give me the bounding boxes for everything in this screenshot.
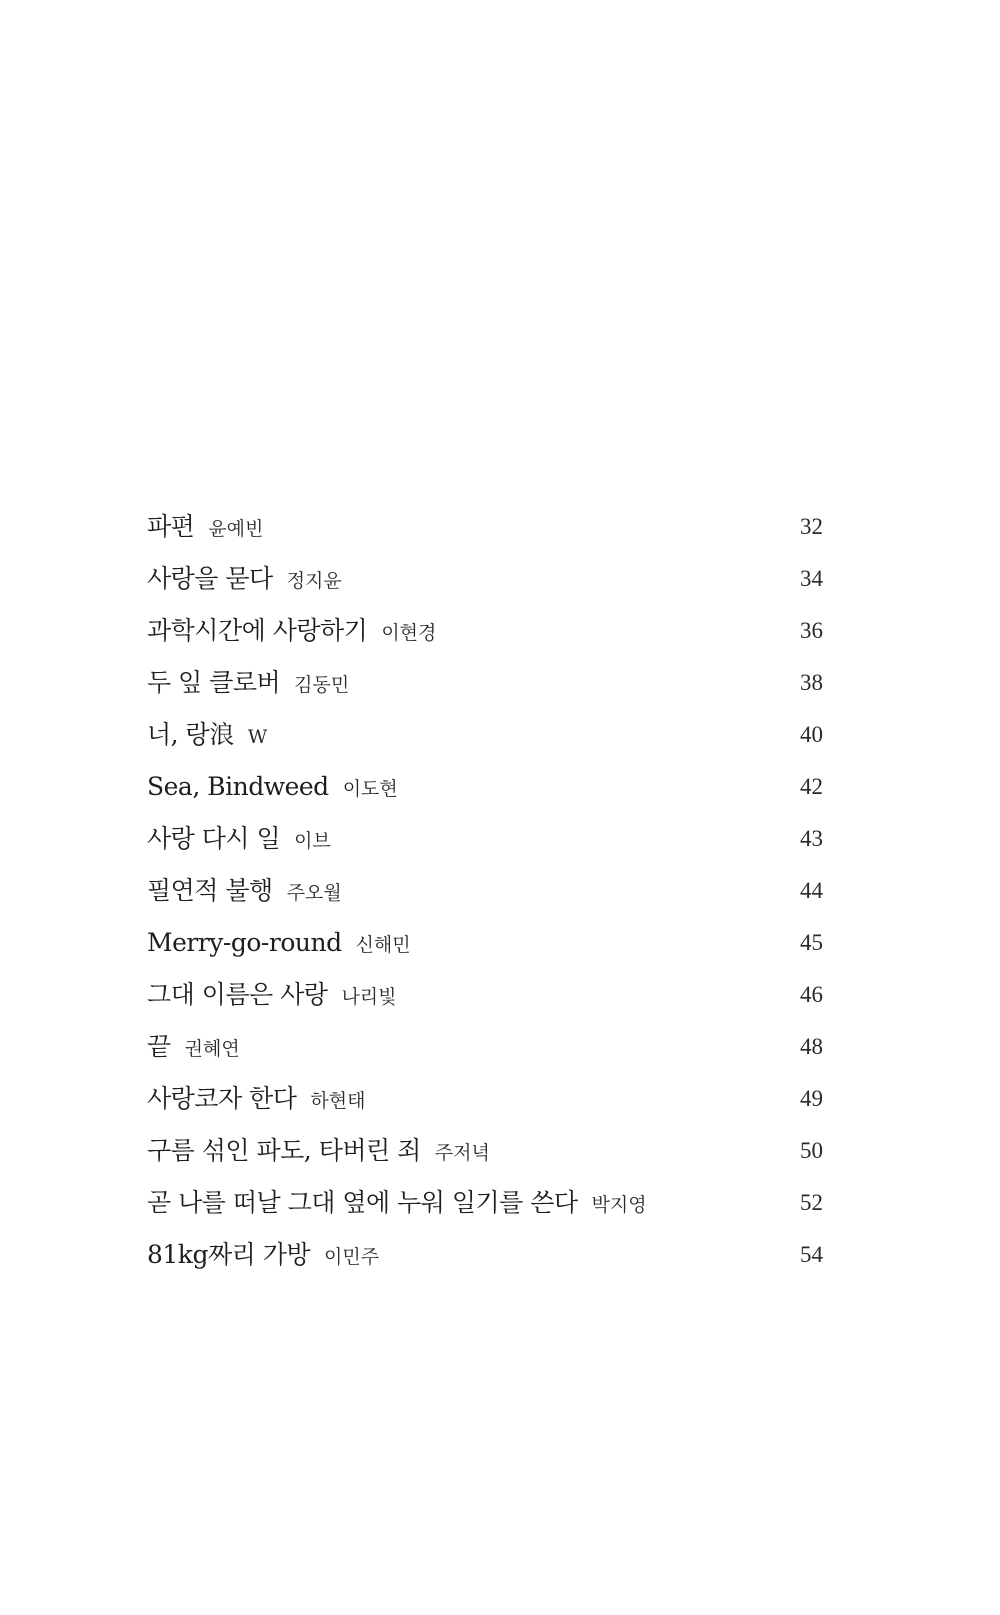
toc-entry-left [147,1030,240,1066]
toc-entry-left [147,614,436,650]
toc-entry-author: 이민주 [324,1246,380,1268]
toc-entry-page: 43 [800,826,823,851]
toc-entry-author: 주저녁 [434,1142,490,1164]
toc-entry-page: 34 [800,566,823,591]
toc-entry-title: 구름 섞인 파도, 타버린 죄 [147,1136,421,1165]
toc-entry-page: 40 [800,722,823,747]
toc-entry-author: 정지윤 [286,570,342,592]
toc-entry-author: W [247,726,268,748]
toc-entry-left [147,1238,379,1274]
toc-entry-page: 36 [800,618,823,643]
toc-entry-author: 권혜연 [184,1038,240,1060]
toc-entry[interactable] [147,978,823,1030]
toc-entry-page: 50 [800,1138,823,1163]
toc-entry-page: 49 [800,1086,823,1111]
toc-entry-left [147,1082,365,1118]
toc-entry-left [147,822,331,858]
table-of-contents [147,510,823,1290]
toc-entry[interactable] [147,1134,823,1186]
toc-entry-left [147,562,342,598]
toc-entry[interactable] [147,666,823,718]
toc-entry-left [147,1186,647,1222]
toc-entry-title: 너, 랑浪 [147,720,234,749]
toc-entry-left [147,926,411,962]
toc-entry-page: 52 [800,1190,823,1215]
toc-entry-page: 45 [800,930,823,955]
toc-entry[interactable] [147,874,823,926]
toc-entry[interactable] [147,926,823,978]
toc-entry-title: 끝 [147,1032,171,1061]
toc-entry-left [147,510,263,546]
toc-entry[interactable] [147,770,823,822]
toc-entry-author: 김동민 [294,674,350,696]
toc-entry-author: 이현경 [381,622,437,644]
toc-entry-author: 주오월 [286,882,342,904]
toc-entry-left [147,874,342,910]
toc-entry-author: 하현태 [310,1090,366,1112]
toc-entry-title: 두 잎 클로버 [147,668,281,697]
toc-entry-page: 44 [800,878,823,903]
toc-entry-author: 이도현 [342,778,398,800]
toc-entry-left [147,666,349,702]
toc-entry-title: 사랑을 묻다 [147,564,273,593]
toc-entry[interactable] [147,1030,823,1082]
toc-entry-page: 42 [800,774,823,799]
toc-entry-title: 필연적 불행 [147,876,273,905]
toc-entry[interactable] [147,1082,823,1134]
toc-entry-author: 나리빛 [341,986,397,1008]
toc-entry-title: Sea, Bindweed [147,772,329,801]
toc-entry[interactable] [147,1186,823,1238]
toc-entry-page: 46 [800,982,823,1007]
toc-entry-title: 81kg짜리 가방 [147,1240,311,1269]
toc-entry-author: 윤예빈 [208,518,264,540]
toc-entry-left [147,718,267,754]
toc-entry[interactable] [147,718,823,770]
toc-entry-left [147,1134,490,1170]
toc-entry-title: 사랑 다시 일 [147,824,281,853]
toc-entry-title: 과학시간에 사랑하기 [147,616,368,645]
toc-entry-author: 이브 [294,830,331,852]
toc-entry-title: 그대 이름은 사랑 [147,980,328,1009]
toc-entry[interactable] [147,1238,823,1290]
toc-entry-left [147,770,398,806]
toc-entry-title: Merry-go-round [147,928,342,957]
toc-entry-left [147,978,397,1014]
toc-entry[interactable] [147,822,823,874]
toc-entry[interactable] [147,562,823,614]
toc-entry-title: 파편 [147,512,195,541]
toc-entry-page: 32 [800,514,823,539]
toc-entry-page: 38 [800,670,823,695]
toc-entry[interactable] [147,510,823,562]
toc-entry-page: 54 [800,1242,823,1267]
toc-entry-author: 신해민 [355,934,411,956]
toc-entry[interactable] [147,614,823,666]
toc-entry-author: 박지영 [591,1194,647,1216]
toc-entry-page: 48 [800,1034,823,1059]
toc-entry-title: 사랑코자 한다 [147,1084,297,1113]
toc-entry-title: 곧 나를 떠날 그대 옆에 누워 일기를 쓴다 [147,1188,578,1217]
